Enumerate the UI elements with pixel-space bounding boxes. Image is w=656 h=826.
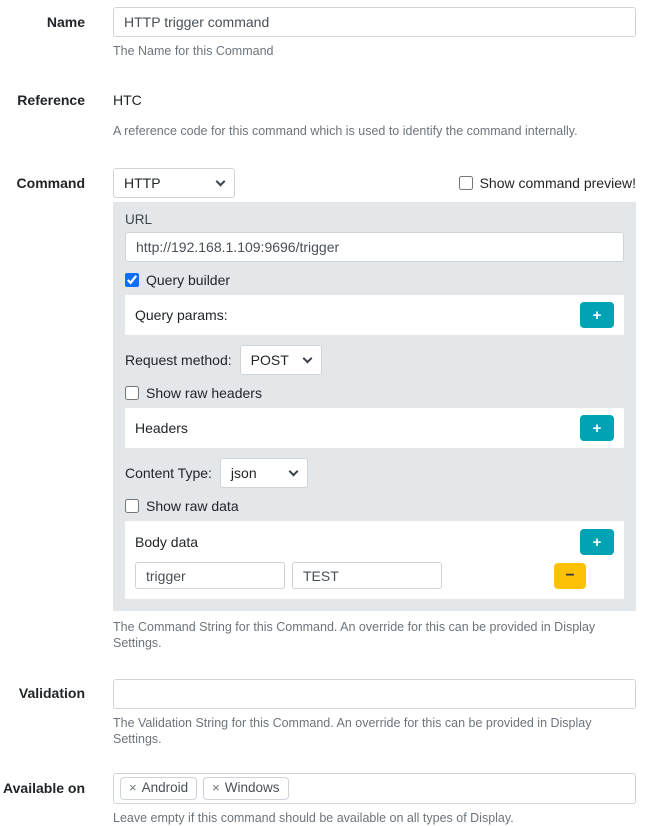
show-raw-headers-checkbox[interactable]: [125, 385, 262, 401]
available-on-help: Leave empty if this command should be available on all types of Display.: [113, 811, 514, 825]
query-builder-label: Query builder: [146, 272, 231, 288]
url-label: URL: [125, 212, 153, 227]
tag-windows[interactable]: [203, 777, 288, 800]
validation-label: Validation: [18, 685, 85, 701]
request-method-label: Request method:: [125, 352, 232, 368]
body-data-value-input[interactable]: [292, 562, 442, 589]
show-command-preview-checkbox[interactable]: [459, 175, 636, 191]
add-header-button[interactable]: +: [580, 415, 614, 441]
show-command-preview-checkbox-input[interactable]: [459, 176, 473, 190]
remove-tag-icon[interactable]: ×: [212, 780, 220, 795]
available-on-row: [0, 773, 656, 826]
command-form: [0, 7, 656, 826]
body-data-title: Body data: [135, 534, 199, 550]
name-row: [0, 7, 656, 59]
show-raw-data-checkbox[interactable]: [125, 498, 239, 514]
show-raw-headers-checkbox-input[interactable]: [125, 386, 139, 400]
body-data-panel: [125, 521, 624, 599]
tag-windows-label: Windows: [224, 780, 280, 795]
remove-body-data-button[interactable]: −: [554, 563, 586, 589]
validation-row: [0, 679, 656, 747]
show-raw-headers-label: Show raw headers: [146, 385, 262, 401]
url-input[interactable]: [125, 232, 624, 262]
chevron-down-icon: [288, 467, 298, 477]
reference-row: [0, 90, 656, 139]
content-type-row: [125, 458, 624, 488]
command-label: Command: [16, 175, 85, 191]
show-raw-data-label: Show raw data: [146, 498, 239, 514]
query-builder-checkbox-input[interactable]: [125, 273, 139, 287]
command-row: [0, 168, 656, 651]
request-method-row: [125, 345, 624, 375]
reference-help: A reference code for this command which is used to identify the command internally.: [113, 124, 578, 138]
command-type-select[interactable]: [113, 168, 235, 198]
body-data-key-input[interactable]: [135, 562, 285, 589]
reference-value: HTC: [113, 92, 142, 108]
available-on-label: Available on: [3, 780, 85, 796]
name-help: The Name for this Command: [113, 44, 274, 58]
available-on-tags-input[interactable]: [113, 773, 636, 804]
query-params-panel: [125, 295, 624, 335]
command-type-bar: [113, 168, 636, 198]
http-command-panel: [113, 202, 636, 611]
name-input[interactable]: [113, 7, 636, 37]
chevron-down-icon: [216, 177, 226, 187]
content-type-label: Content Type:: [125, 465, 212, 481]
query-params-title: Query params:: [135, 307, 228, 323]
show-raw-data-checkbox-input[interactable]: [125, 499, 139, 513]
tag-android-label: Android: [141, 780, 189, 795]
request-method-select[interactable]: [240, 345, 322, 375]
add-body-data-button[interactable]: +: [580, 529, 614, 555]
remove-tag-icon[interactable]: ×: [129, 780, 137, 795]
content-type-select[interactable]: [220, 458, 308, 488]
validation-help: The Validation String for this Command. An override for this can be provided in Display Settings.: [113, 716, 592, 746]
command-type-selected: HTTP: [124, 175, 161, 191]
query-builder-checkbox[interactable]: [125, 272, 230, 288]
tag-android[interactable]: [120, 777, 197, 800]
name-label: Name: [46, 14, 85, 30]
content-type-selected: json: [230, 465, 257, 481]
show-command-preview-label: Show command preview!: [479, 175, 636, 191]
add-query-param-button[interactable]: +: [580, 302, 614, 328]
reference-label: Reference: [17, 92, 85, 108]
command-help: The Command String for this Command. An override for this can be provided in Display Settings.: [113, 620, 596, 650]
headers-title: Headers: [135, 420, 188, 436]
body-data-row: [135, 562, 614, 589]
headers-panel: [125, 408, 624, 448]
validation-input[interactable]: [113, 679, 636, 709]
request-method-selected: POST: [250, 352, 289, 368]
chevron-down-icon: [302, 354, 312, 364]
